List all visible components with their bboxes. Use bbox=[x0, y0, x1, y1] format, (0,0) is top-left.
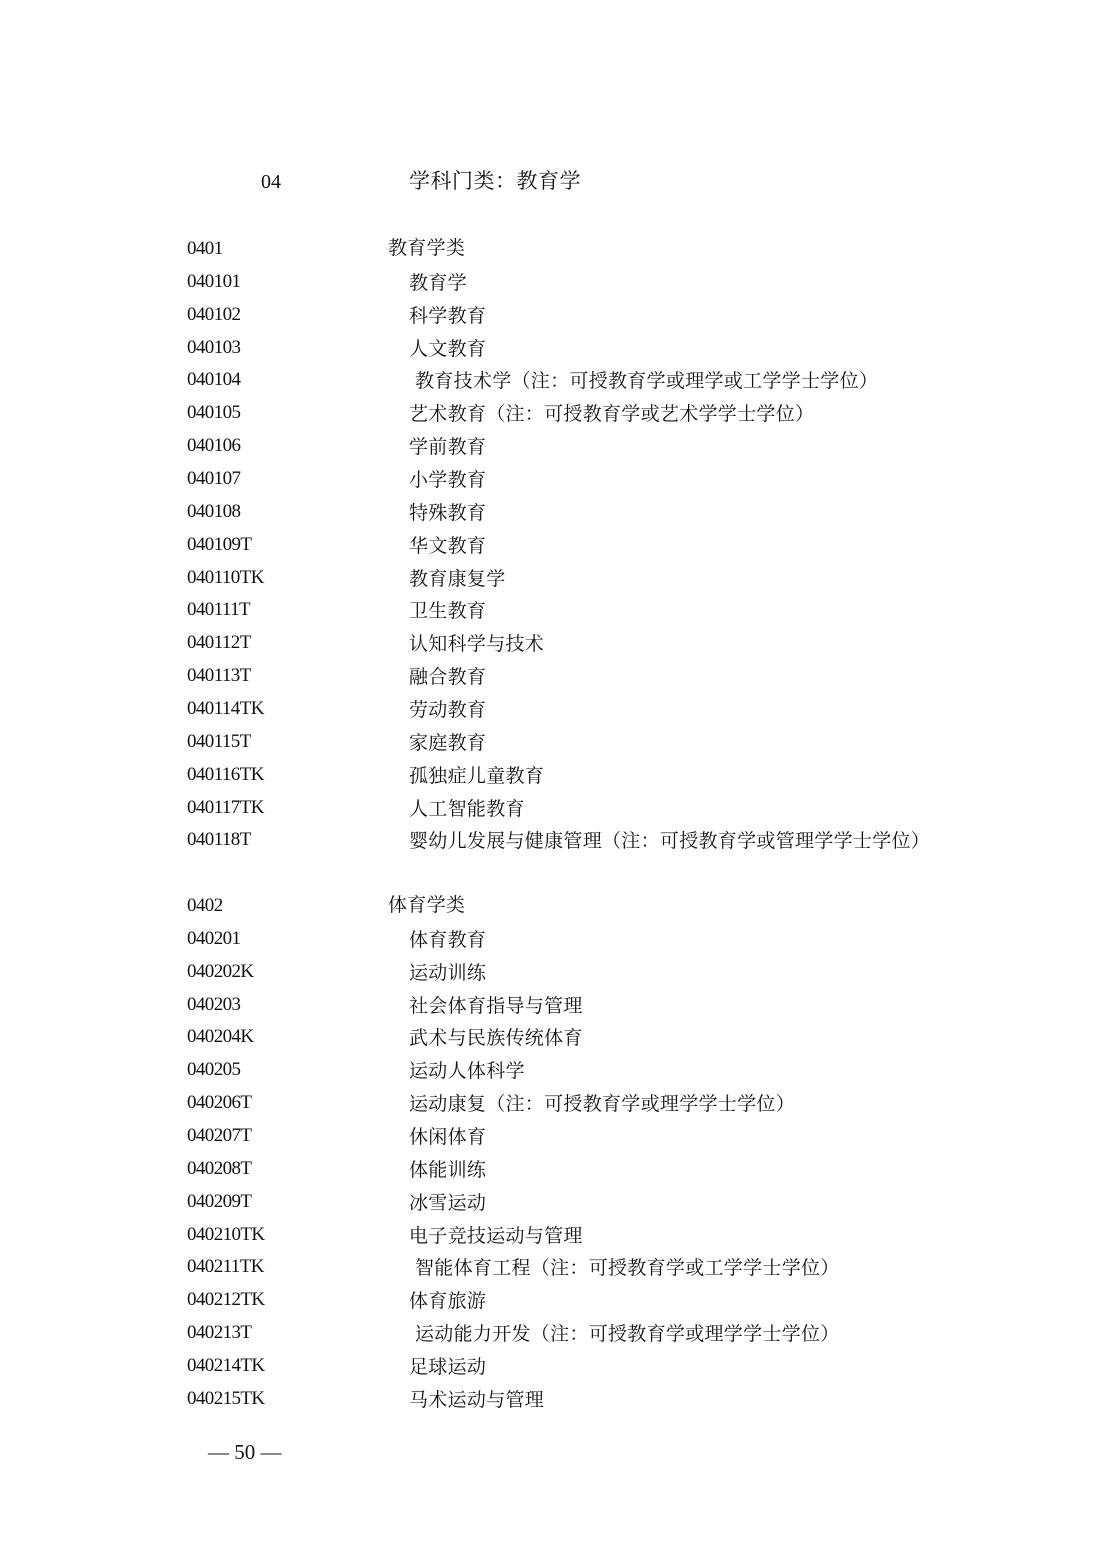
major-name: 人工智能教育 bbox=[409, 797, 525, 820]
major-name: 体能训练 bbox=[409, 1158, 487, 1181]
group-title: 教育学类 bbox=[388, 237, 466, 259]
major-name: 体育教育 bbox=[409, 928, 487, 951]
major-code: 040202K bbox=[187, 960, 254, 982]
major-code: 040203 bbox=[187, 993, 241, 1015]
major-code: 040109T bbox=[187, 533, 252, 555]
major-code: 040111T bbox=[187, 599, 250, 621]
major-name: 冰雪运动 bbox=[409, 1191, 487, 1214]
major-name: 认知科学与技术 bbox=[409, 633, 545, 656]
major-code: 040105 bbox=[187, 402, 241, 424]
major-name: 教育技术学（注：可授教育学或理学或工学学士学位） bbox=[415, 370, 879, 393]
major-code: 040116TK bbox=[187, 763, 264, 785]
major-code: 040212TK bbox=[187, 1289, 265, 1311]
major-name: 休闲体育 bbox=[409, 1126, 487, 1148]
major-name: 运动训练 bbox=[409, 961, 487, 984]
major-code: 040117TK bbox=[187, 796, 264, 818]
major-code: 040101 bbox=[187, 270, 241, 292]
major-name: 科学教育 bbox=[409, 304, 487, 327]
major-name: 华文教育 bbox=[409, 534, 487, 557]
major-code: 040114TK bbox=[187, 697, 264, 719]
major-code: 040215TK bbox=[187, 1387, 265, 1409]
major-code: 040102 bbox=[187, 303, 241, 325]
major-name: 智能体育工程（注：可授教育学或工学学士学位） bbox=[415, 1257, 840, 1280]
major-name: 艺术教育（注：可授教育学或艺术学学士学位） bbox=[409, 403, 815, 426]
major-code: 040205 bbox=[187, 1059, 241, 1081]
major-name: 体育旅游 bbox=[409, 1290, 487, 1313]
major-code: 040204K bbox=[187, 1026, 254, 1048]
major-code: 040211TK bbox=[187, 1256, 264, 1278]
major-name: 人文教育 bbox=[409, 337, 487, 360]
major-code: 040113T bbox=[187, 665, 251, 686]
major-name: 教育康复学 bbox=[409, 567, 506, 590]
major-name: 运动人体科学 bbox=[409, 1060, 525, 1083]
major-code: 040213T bbox=[187, 1322, 252, 1343]
major-code: 040201 bbox=[187, 927, 241, 949]
major-name: 教育学 bbox=[409, 271, 467, 294]
group-code: 0402 bbox=[187, 895, 223, 916]
major-name: 孤独症儿童教育 bbox=[409, 764, 545, 787]
major-code: 040110TK bbox=[187, 566, 264, 588]
major-name: 社会体育指导与管理 bbox=[409, 994, 583, 1017]
major-code: 040214TK bbox=[187, 1354, 265, 1376]
major-code: 040209T bbox=[187, 1190, 252, 1212]
major-name: 运动能力开发（注：可授教育学或理学学士学位） bbox=[415, 1323, 840, 1345]
major-code: 040108 bbox=[187, 500, 241, 522]
major-name: 特殊教育 bbox=[409, 501, 487, 524]
major-name: 足球运动 bbox=[409, 1355, 487, 1378]
group-code: 0401 bbox=[187, 238, 223, 259]
major-code: 040206T bbox=[187, 1092, 252, 1114]
major-code: 040104 bbox=[187, 369, 241, 391]
major-code: 040208T bbox=[187, 1157, 252, 1179]
major-name: 劳动教育 bbox=[409, 698, 487, 721]
major-code: 040112T bbox=[187, 632, 251, 654]
major-code: 040106 bbox=[187, 435, 241, 457]
major-code: 040207T bbox=[187, 1125, 252, 1146]
major-name: 学前教育 bbox=[409, 436, 487, 459]
major-code: 040107 bbox=[187, 468, 241, 489]
major-name: 融合教育 bbox=[409, 666, 487, 688]
page-number: — 50 — bbox=[208, 1440, 282, 1464]
major-code: 040103 bbox=[187, 336, 241, 358]
major-name: 小学教育 bbox=[409, 469, 487, 491]
major-name: 马术运动与管理 bbox=[409, 1388, 545, 1411]
major-code: 040118T bbox=[187, 829, 251, 851]
major-name: 家庭教育 bbox=[409, 731, 487, 754]
major-code: 040210TK bbox=[187, 1223, 265, 1245]
major-code: 040115T bbox=[187, 730, 251, 752]
category-title: 学科门类：教育学 bbox=[409, 169, 581, 193]
category-code: 04 bbox=[261, 171, 281, 193]
major-name: 电子竞技运动与管理 bbox=[409, 1224, 583, 1247]
group-title: 体育学类 bbox=[388, 894, 466, 916]
major-name: 武术与民族传统体育 bbox=[409, 1027, 583, 1050]
major-name: 卫生教育 bbox=[409, 600, 487, 623]
major-name: 运动康复（注：可授教育学或理学学士学位） bbox=[409, 1093, 796, 1116]
major-name: 婴幼儿发展与健康管理（注：可授教育学或管理学学士学位） bbox=[409, 830, 931, 853]
